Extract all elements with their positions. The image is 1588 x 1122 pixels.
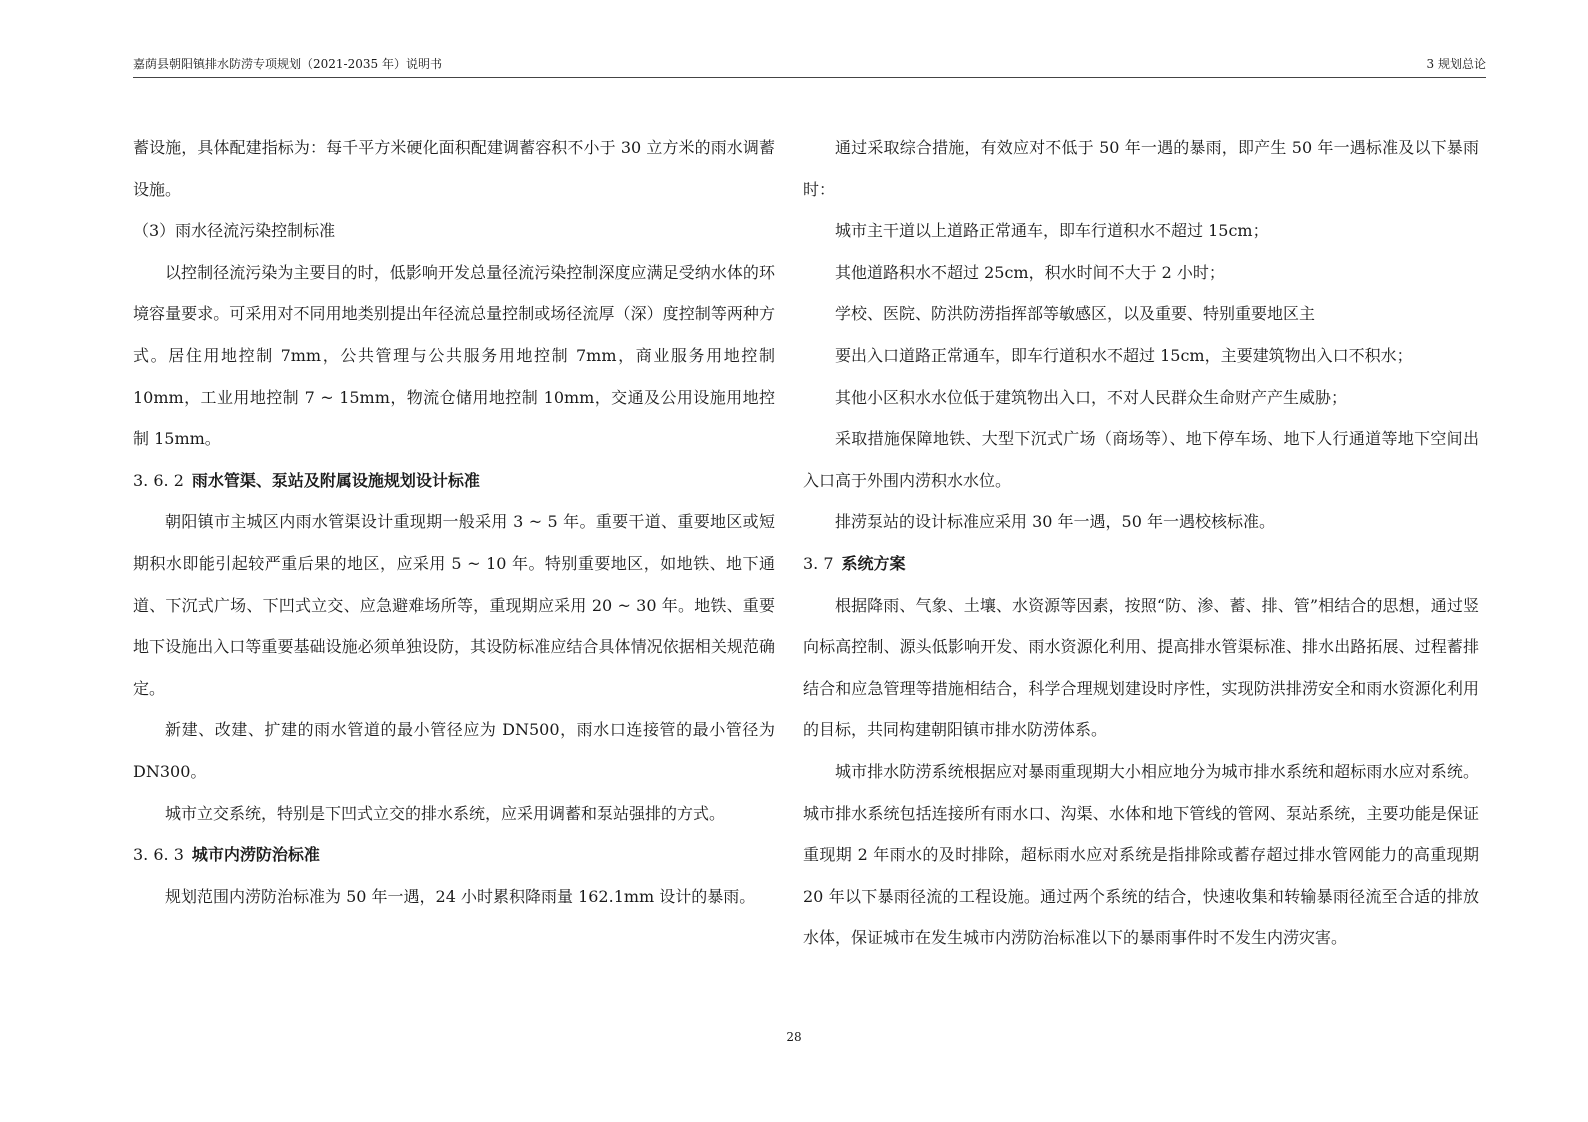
subsection-label: （3）雨水径流污染控制标准 xyxy=(133,221,336,241)
paragraph: 根据降雨、气象、土壤、水资源等因素，按照“防、渗、蓄、排、管”相结合的思想，通过竖向标高控制、源头低影响开发、雨水资源化利用、提高排水管渠标准、排水出路拓展、过程蓄排结合和应急管理等措施相结合，科学合理规划建设时序性，实现防洪排涝安全和雨水资源化利用的目标，共同构建朝阳镇市排水防涝体系。 xyxy=(803,595,1479,740)
paragraph: 其他小区积水水位低于建筑物出入口，不对人民群众生命财产产生威胁； xyxy=(835,387,1348,407)
paragraph: 规划范围内涝防治标准为 50 年一遇，24 小时累积降雨量 162.1mm 设计的暴雨。 xyxy=(165,886,756,906)
paragraph: 排涝泵站的设计标准应采用 30 年一遇，50 年一遇校核标准。 xyxy=(835,512,1275,532)
header-chapter-title: 3 规划总论 xyxy=(1426,57,1486,71)
paragraph: 朝阳镇市主城区内雨水管渠设计重现期一般采用 3 ~ 5 年。重要干道、重要地区或短期积水即能引起较严重后果的地区，应采用 5 ~ 10 年。特别重要地区，如地铁、地下通道、下沉式广场、下凹式立交、应急避难场所等，重现期应采用 20 ~ 30 年。地铁、重要地下设施出入口等重要基础设施必须单独设防，其设防标准应结合具体情况依据相关规范确定。 xyxy=(133,512,775,698)
section-title: 城市内涝防治标准 xyxy=(191,845,320,865)
section-title: 雨水管渠、泵站及附属设施规划设计标准 xyxy=(191,470,480,490)
paragraph: 城市立交系统，特别是下凹式立交的排水系统，应采用调蓄和泵站强排的方式。 xyxy=(165,803,726,823)
paragraph: 学校、医院、防洪防涝指挥部等敏感区，以及重要、特别重要地区主 xyxy=(835,304,1316,324)
paragraph: 采取措施保障地铁、大型下沉式广场（商场等）、地下停车场、地下人行通道等地下空间出入口高于外围内涝积水水位。 xyxy=(803,429,1479,490)
paragraph: 以控制径流污染为主要目的时，低影响开发总量径流污染控制深度应满足受纳水体的环境容量要求。可采用对不同用地类别提出年径流总量控制或场径流厚（深）度控制等两种方式。居住用地控制 7mm，公共管理与公共服务用地控制 7mm，商业服务用地控制 10mm，工业用地控制 7 ~ 15mm，物流仓储用地控制 10mm，交通及公用设施用地控制 15mm。 xyxy=(133,262,775,449)
section-heading-3-6-3 xyxy=(133,834,775,876)
right-column xyxy=(803,127,1479,959)
section-heading-3-6-2 xyxy=(133,460,775,502)
header-divider xyxy=(133,77,1486,78)
page-header xyxy=(133,55,1486,75)
paragraph: 通过采取综合措施，有效应对不低于 50 年一遇的暴雨，即产生 50 年一遇标准及以下暴雨时： xyxy=(803,138,1479,199)
page-number: 28 xyxy=(786,1030,802,1044)
section-number: 3. 6. 3 xyxy=(133,845,184,865)
paragraph: 要出入口道路正常通车，即车行道积水不超过 15cm，主要建筑物出入口不积水； xyxy=(835,345,1413,365)
paragraph: 城市主干道以上道路正常通车，即车行道积水不超过 15cm； xyxy=(835,221,1269,241)
paragraph: 城市排水防涝系统根据应对暴雨重现期大小相应地分为城市排水系统和超标雨水应对系统。城市排水系统包括连接所有雨水口、沟渠、水体和地下管线的管网、泵站系统，主要功能是保证重现期 2 年雨水的及时排除，超标雨水应对系统是指排除或蓄存超过排水管网能力的高重现期 20 年以下暴雨径流的工程设施。通过两个系统的结合，快速收集和转输暴雨径流至合适的排放水体，保证城市在发生城市内涝防治标准以下的暴雨事件时不发生内涝灾害。 xyxy=(803,761,1479,948)
section-number: 3. 6. 2 xyxy=(133,470,184,490)
header-document-title: 嘉荫县朝阳镇排水防涝专项规划（2021-2035 年）说明书 xyxy=(133,57,442,71)
left-column xyxy=(133,127,775,917)
paragraph: 其他道路积水不超过 25cm，积水时间不大于 2 小时； xyxy=(835,262,1225,282)
section-heading-3-7 xyxy=(803,543,1479,585)
section-number: 3. 7 xyxy=(803,553,834,573)
paragraph: 新建、改建、扩建的雨水管道的最小管径应为 DN500，雨水口连接管的最小管径为 DN300。 xyxy=(133,720,775,781)
section-title: 系统方案 xyxy=(841,553,906,573)
paragraph: 蓄设施，具体配建指标为：每千平方米硬化面积配建调蓄容积不小于 30 立方米的雨水调蓄设施。 xyxy=(133,138,775,199)
